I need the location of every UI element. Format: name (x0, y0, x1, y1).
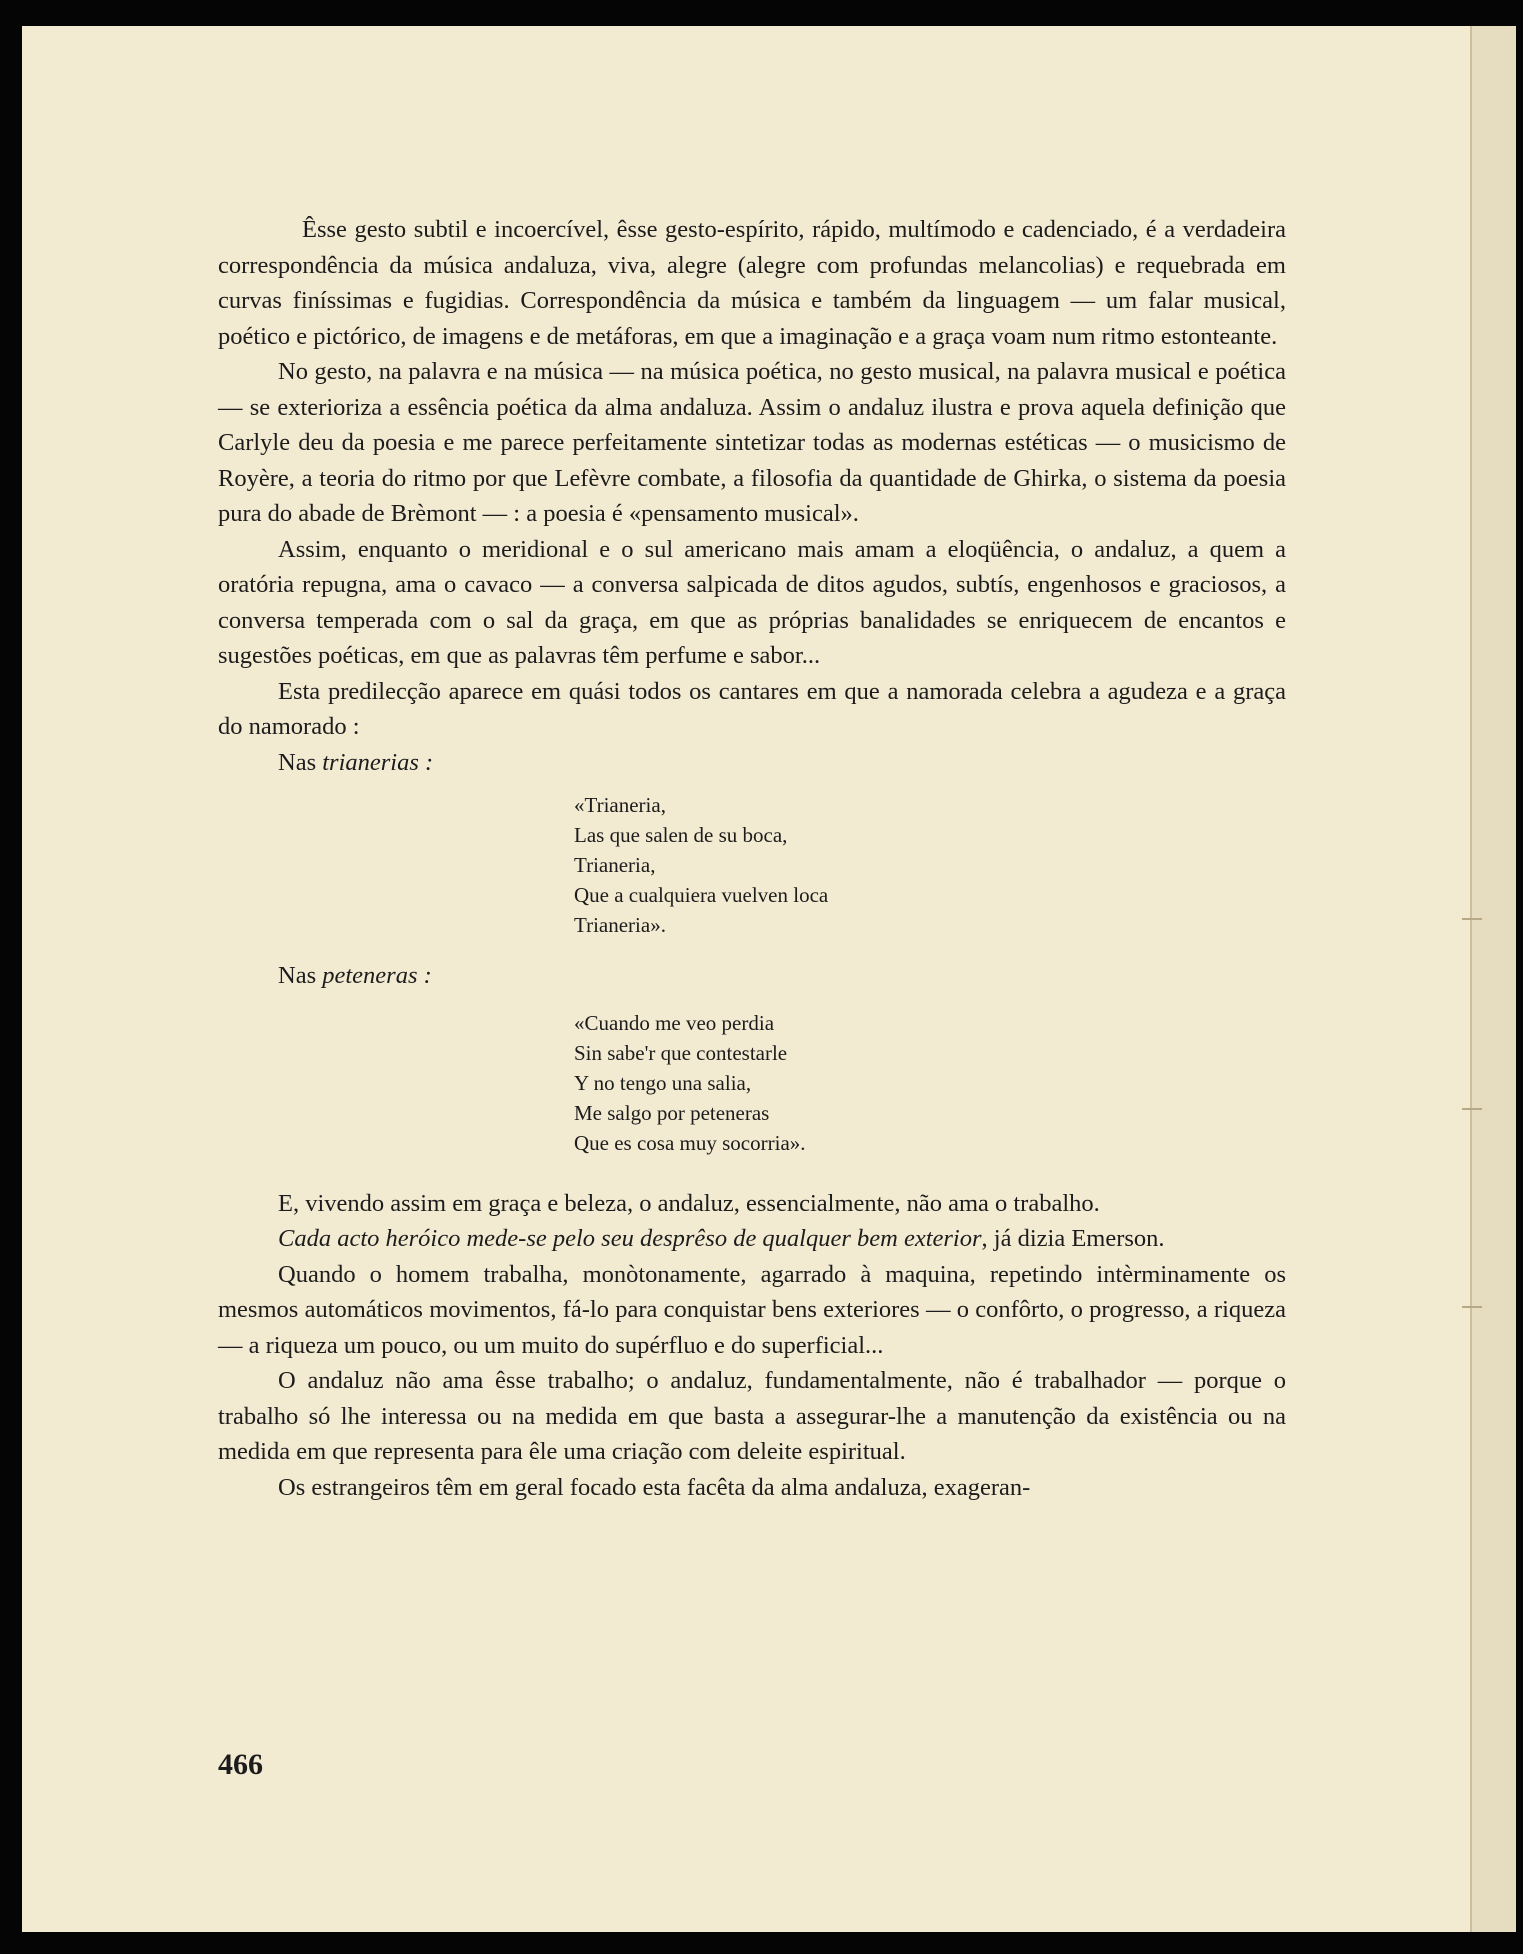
paragraph: Êsse gesto subtil e incoercível, êsse gesto-espírito, rápido, multímodo e cadenciado, é a verdadeira correspondência da música andaluza, viva, alegre (alegre com profundas melancolias) e requebrada em curvas finíssimas e fugidias. Correspondência da música e também da linguagem — um falar musical, poético e pictórico, de imagens e de metáforas, em que a imaginação e a graça voam num ritmo estonteante. (218, 216, 1286, 350)
paragraph: Quando o homem trabalha, monòtonamente, agarrado à maquina, repetindo intèrminamente os mesmos automáticos movimentos, fá-lo para conquistar bens exteriores — o confôrto, o progresso, a riqueza — a riqueza um pouco, ou um muito do supérfluo e do superficial... (218, 1260, 1286, 1359)
verse-intro-term: trianerias : (322, 748, 434, 776)
quote-attribution: , já dizia Emerson. (981, 1225, 1165, 1252)
verse-line: Las que salen de su boca, (574, 823, 788, 847)
paragraph (218, 1221, 1286, 1257)
verse-peteneras (218, 1008, 1286, 1158)
verse-line: Que es cosa muy socorria». (574, 1130, 806, 1155)
verse-intro (218, 958, 1286, 994)
verse-intro-lead: Nas (278, 748, 323, 776)
verse-intro-term: peteneras : (322, 962, 432, 989)
paragraph: Os estrangeiros têm em geral focado esta facêta da alma andaluza, exageran- (278, 1473, 1031, 1501)
verse-line: «Trianeria, (574, 793, 666, 817)
verse-line: Me salgo por peteneras (574, 1100, 770, 1125)
edge-mark (1462, 1108, 1482, 1110)
paragraph: Esta predilecção aparece em quási todos os cantares em que a namorada celebra a agudeza e a graça do namorado : (218, 677, 1286, 740)
edge-mark (1462, 1306, 1482, 1308)
verse-line: Trianeria, (574, 853, 656, 877)
page-edge (1470, 26, 1516, 1932)
emerson-quote: Cada acto heróico mede-se pelo seu desprêso de qualquer bem exterior (278, 1225, 982, 1252)
verse-line: Y no tengo una salia, (574, 1070, 752, 1095)
verse-line: «Cuando me veo perdia (574, 1010, 775, 1035)
paragraph: E, vivendo assim em graça e beleza, o andaluz, essencialmente, não ama o trabalho. (278, 1189, 1100, 1217)
paragraph: Assim, enquanto o meridional e o sul americano mais amam a eloqüência, o andaluz, a quem a oratória repugna, ama o cavaco — a conversa salpicada de ditos agudos, subtís, engenhosos e graciosos, a conversa temperada com o sal da graça, em que as próprias banalidades se enriquecem de encantos e sugestões poéticas, em que as palavras têm perfume e sabor... (218, 535, 1286, 669)
verse-intro-lead: Nas (278, 962, 323, 989)
edge-mark (1462, 918, 1482, 920)
verse-trianerias (218, 790, 1286, 940)
verse-intro (218, 745, 1286, 781)
verse-line: Trianeria». (574, 913, 666, 937)
paragraph: O andaluz não ama êsse trabalho; o andaluz, fundamentalmente, não é trabalhador — porque o trabalho só lhe interessa ou na medida em que basta a assegurar-lhe a manutenção da existência ou na medida em que representa para êle uma criação com deleite espiritual. (218, 1367, 1286, 1465)
paragraph: No gesto, na palavra e na música — na música poética, no gesto musical, na palavra musical e poética — se exterioriza a essência poética da alma andaluza. Assim o andaluz ilustra e prova aquela definição que Carlyle deu da poesia e me parece perfeitamente sintetizar todas as modernas estéticas — o musicismo de Royère, a teoria do ritmo por que Lefèvre combate, a filosofia da quantidade de Ghirka, o sistema da poesia pura do abade de Brèmont — : a poesia é «pensamento musical». (218, 358, 1286, 527)
verse-line: Que a cualquiera vuelven loca (574, 883, 829, 907)
verse-line: Sin sabe'r que contestarle (574, 1040, 788, 1065)
body-text (218, 212, 1286, 1505)
page-number: 466 (218, 1748, 263, 1781)
